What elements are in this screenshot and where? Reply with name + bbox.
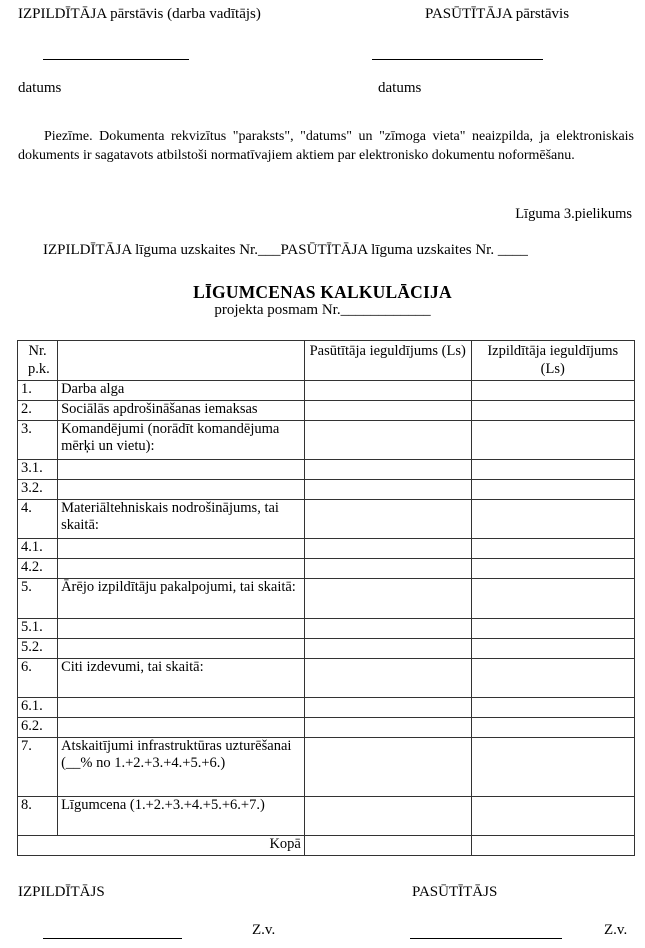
contractor-contribution-cell[interactable] [471, 619, 634, 639]
row-number: 6. [18, 659, 58, 698]
row-item-name [58, 619, 305, 639]
page-subtitle: projekta posmam Nr.____________ [214, 302, 431, 318]
contractor-contribution-cell[interactable] [471, 500, 634, 539]
row-item-name: Citi izdevumi, tai skaitā: [58, 659, 305, 698]
contractor-contribution-cell[interactable] [471, 797, 634, 836]
contractor-contribution-cell[interactable] [471, 718, 634, 738]
header-contractor-contribution: Izpildītāja ieguldījums (Ls) [471, 341, 634, 381]
contractor-contribution-cell[interactable] [471, 401, 634, 421]
contractor-total-cell[interactable] [471, 836, 634, 856]
row-number: 3.2. [18, 480, 58, 500]
header-name [58, 341, 305, 381]
client-seal-label: Z.v. [604, 922, 628, 938]
total-row [18, 836, 635, 856]
table-row [18, 539, 635, 559]
client-contribution-cell[interactable] [304, 698, 471, 718]
table-row [18, 738, 635, 797]
page-title: LĪGUMCENAS KALKULĀCIJA [193, 282, 452, 302]
client-bottom-signature-line [410, 938, 562, 939]
row-item-name [58, 559, 305, 579]
row-number: 5.2. [18, 639, 58, 659]
table-header-row [18, 341, 635, 381]
header-nr: Nr. p.k. [18, 341, 58, 381]
client-contribution-cell[interactable] [304, 738, 471, 797]
row-item-name [58, 639, 305, 659]
client-signature-line [372, 59, 543, 60]
row-number: 6.2. [18, 718, 58, 738]
row-number: 7. [18, 738, 58, 797]
row-item-name: Atskaitījumi infrastruktūras uzturēšanai (__% no 1.+2.+3.+4.+5.+6.) [58, 738, 305, 797]
row-number: 4.1. [18, 539, 58, 559]
table-row [18, 797, 635, 836]
client-contribution-cell[interactable] [304, 619, 471, 639]
table-row [18, 639, 635, 659]
row-item-name: Sociālās apdrošināšanas iemaksas [58, 401, 305, 421]
row-number: 3. [18, 421, 58, 460]
table-row [18, 579, 635, 619]
table-row [18, 698, 635, 718]
table-row [18, 460, 635, 480]
client-contribution-cell[interactable] [304, 539, 471, 559]
row-item-name: Ārējo izpildītāju pakalpojumi, tai skaitā: [58, 579, 305, 619]
client-label: PASŪTĪTĀJS [412, 884, 498, 900]
note-paragraph: Piezīme. Dokumenta rekvizītus "paraksts", "datums" un "zīmoga vieta" neaizpilda, ja elektroniskais dokuments ir sagatavots atbilstoši normatīvajiem aktiem par elektronisko dokumentu noformēšanu. [18, 129, 634, 163]
client-contribution-cell[interactable] [304, 718, 471, 738]
row-item-name: Līgumcena (1.+2.+3.+4.+5.+6.+7.) [58, 797, 305, 836]
row-number: 4. [18, 500, 58, 539]
client-date-label: datums [378, 80, 422, 96]
row-item-name: Darba alga [58, 381, 305, 401]
client-contribution-cell[interactable] [304, 460, 471, 480]
contractor-signature-line [43, 59, 189, 60]
client-representative-label: PASŪTĪTĀJA pārstāvis [425, 6, 570, 22]
row-item-name: Komandējumi (norādīt komandējuma mērķi un vietu): [58, 421, 305, 460]
contractor-date-label: datums [18, 80, 62, 96]
total-label: Kopā [18, 836, 305, 856]
client-contribution-cell[interactable] [304, 381, 471, 401]
contractor-contribution-cell[interactable] [471, 539, 634, 559]
client-contribution-cell[interactable] [304, 579, 471, 619]
row-number: 5.1. [18, 619, 58, 639]
row-number: 4.2. [18, 559, 58, 579]
client-total-cell[interactable] [304, 836, 471, 856]
table-row [18, 381, 635, 401]
row-item-name [58, 480, 305, 500]
row-number: 2. [18, 401, 58, 421]
contractor-label: IZPILDĪTĀJS [18, 884, 105, 900]
row-number: 1. [18, 381, 58, 401]
contractor-contribution-cell[interactable] [471, 579, 634, 619]
row-number: 8. [18, 797, 58, 836]
row-item-name [58, 539, 305, 559]
table-row [18, 559, 635, 579]
table-row [18, 480, 635, 500]
row-item-name [58, 718, 305, 738]
client-contribution-cell[interactable] [304, 421, 471, 460]
contractor-representative-label: IZPILDĪTĀJA pārstāvis (darba vadītājs) [18, 6, 261, 22]
contractor-contribution-cell[interactable] [471, 559, 634, 579]
contractor-seal-label: Z.v. [252, 922, 276, 938]
appendix-label: Līguma 3.pielikums [515, 206, 632, 222]
table-row [18, 718, 635, 738]
contractor-bottom-signature-line [43, 938, 182, 939]
contractor-contribution-cell[interactable] [471, 639, 634, 659]
client-contribution-cell[interactable] [304, 480, 471, 500]
client-contribution-cell[interactable] [304, 659, 471, 698]
contractor-contribution-cell[interactable] [471, 659, 634, 698]
calculation-table [17, 340, 635, 856]
client-contribution-cell[interactable] [304, 401, 471, 421]
table-row [18, 500, 635, 539]
row-item-name [58, 460, 305, 480]
table-row [18, 401, 635, 421]
contractor-contribution-cell[interactable] [471, 738, 634, 797]
table-row [18, 421, 635, 460]
contractor-contribution-cell[interactable] [471, 381, 634, 401]
client-contribution-cell[interactable] [304, 559, 471, 579]
row-number: 6.1. [18, 698, 58, 718]
table-row [18, 619, 635, 639]
row-item-name: Materiāltehniskais nodrošinājums, tai skaitā: [58, 500, 305, 539]
header-client-contribution: Pasūtītāja ieguldījums (Ls) [304, 341, 471, 381]
contractor-contribution-cell[interactable] [471, 421, 634, 460]
client-contribution-cell[interactable] [304, 500, 471, 539]
table-row [18, 659, 635, 698]
contractor-contribution-cell[interactable] [471, 698, 634, 718]
row-item-name [58, 698, 305, 718]
contractor-contribution-cell[interactable] [471, 460, 634, 480]
row-number: 3.1. [18, 460, 58, 480]
contractor-contribution-cell[interactable] [471, 480, 634, 500]
client-contribution-cell[interactable] [304, 639, 471, 659]
registration-numbers-line: IZPILDĪTĀJA līguma uzskaites Nr.___PASŪTĪTĀJA līguma uzskaites Nr. ____ [43, 242, 528, 258]
row-number: 5. [18, 579, 58, 619]
client-contribution-cell[interactable] [304, 797, 471, 836]
